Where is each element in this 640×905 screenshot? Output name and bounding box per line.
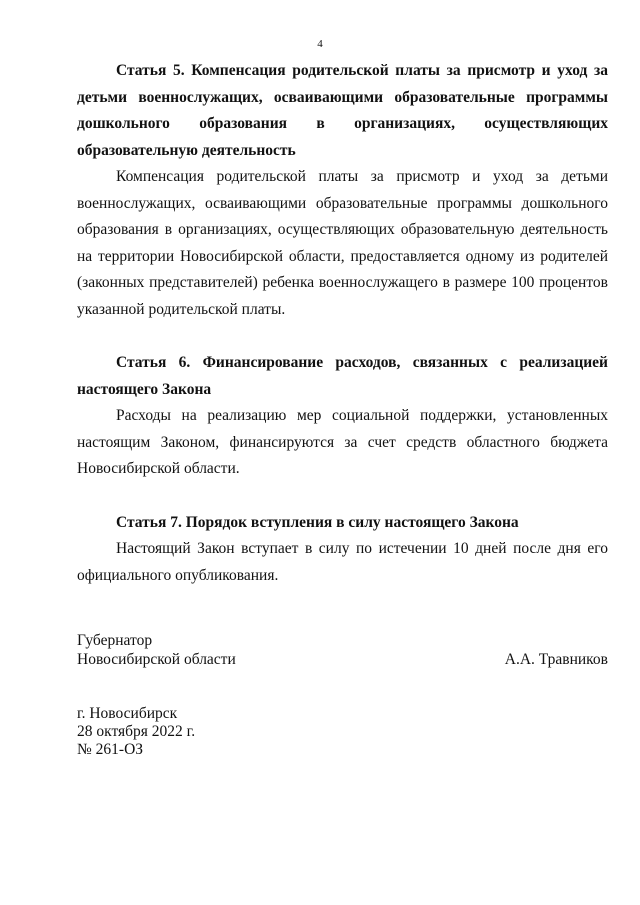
article-text: Настоящий Закон вступает в силу по истечении 10 дней после дня его официального опубликования. — [77, 540, 608, 584]
signature-block — [77, 632, 608, 669]
spacer — [77, 483, 608, 510]
page-number: 4 — [317, 38, 323, 50]
signatory-name: А.А. Травников — [504, 650, 608, 668]
article-6 — [77, 350, 608, 483]
signatory-position-line1: Губернатор — [77, 632, 153, 649]
article-5 — [77, 58, 608, 323]
article-heading: Статья 5. Компенсация родительской платы за присмотр и уход за детьми военнослужащих, осваивающими образовательные программы дошкольного образования в организациях, осуществляющих образовательную деятельность — [77, 62, 608, 159]
law-number: № 261-ОЗ — [77, 741, 144, 758]
article-text: Расходы на реализацию мер социальной поддержки, установленных настоящим Законом, финансируются за счет средств областного бюджета Новосибирской области. — [77, 407, 608, 477]
document-body — [77, 58, 608, 589]
spacer — [77, 323, 608, 350]
article-text: Компенсация родительской платы за присмотр и уход за детьми военнослужащих, осваивающими образовательные программы дошкольного образования в организациях, осуществляющих образовательную деятельность на территории Новосибирской области, предоставляется одному из родителей (законных представителей) ребенка военнослужащего в размере 100 процентов указанной родительской платы. — [77, 168, 608, 318]
article-heading: Статья 6. Финансирование расходов, связанных с реализацией настоящего Закона — [77, 354, 608, 398]
signature-row — [77, 651, 608, 670]
place-date-block — [77, 705, 195, 759]
signatory-position-line2: Новосибирской области — [77, 650, 236, 668]
article-7 — [77, 510, 608, 590]
article-heading: Статья 7. Порядок вступления в силу настоящего Закона — [116, 513, 519, 531]
date: 28 октября 2022 г. — [77, 723, 196, 740]
city: г. Новосибирск — [77, 705, 178, 722]
